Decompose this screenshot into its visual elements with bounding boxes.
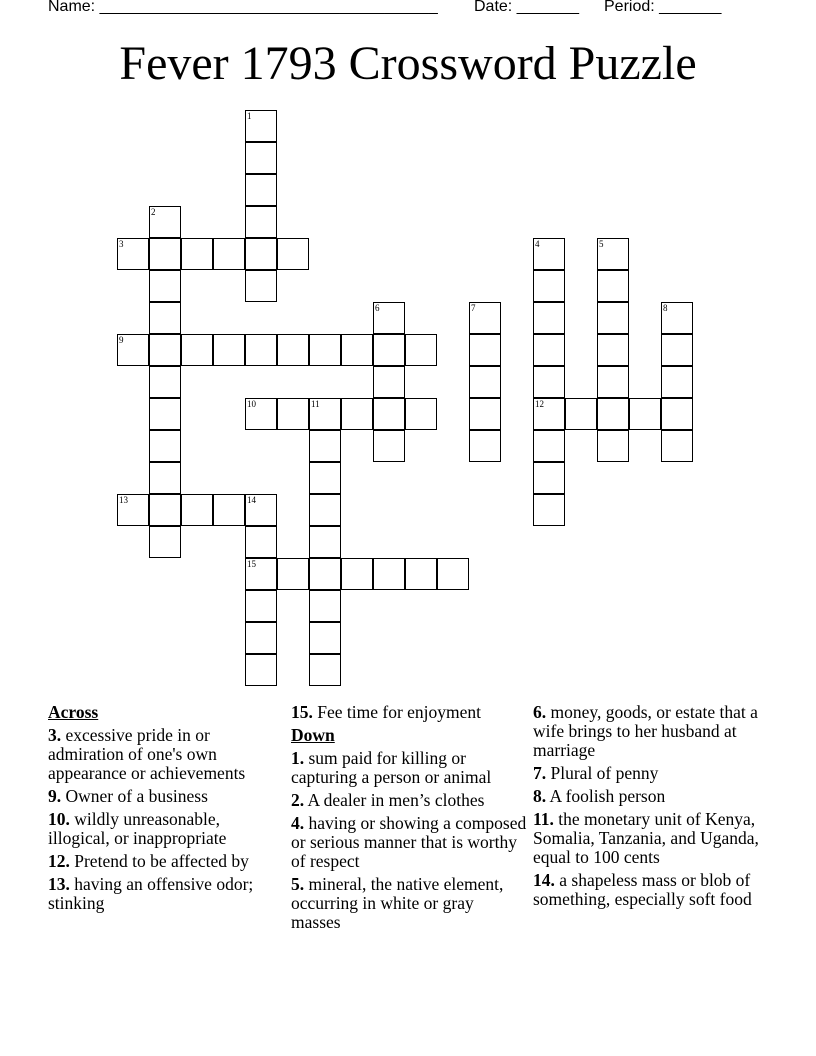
crossword-cell[interactable] xyxy=(149,366,181,398)
down-heading: Down xyxy=(291,725,335,745)
cell-number: 10 xyxy=(247,399,256,409)
cell-number: 12 xyxy=(535,399,544,409)
cell-number: 1 xyxy=(247,111,252,121)
crossword-cell[interactable] xyxy=(533,366,565,398)
crossword-cell[interactable] xyxy=(245,526,277,558)
crossword-cell[interactable] xyxy=(309,334,341,366)
clue-down-5: 5. mineral, the native element, occurring in white or gray masses xyxy=(291,874,504,932)
crossword-cell[interactable] xyxy=(213,494,245,526)
crossword-cell[interactable] xyxy=(469,334,501,366)
cell-number: 15 xyxy=(247,559,256,569)
crossword-cell[interactable] xyxy=(597,334,629,366)
crossword-cell[interactable] xyxy=(533,238,565,270)
cell-number: 6 xyxy=(375,303,380,313)
clues-column-1 xyxy=(48,703,280,917)
crossword-cell[interactable] xyxy=(437,558,469,590)
crossword-cell[interactable] xyxy=(341,334,373,366)
crossword-cell[interactable] xyxy=(245,398,277,430)
crossword-cell[interactable] xyxy=(597,238,629,270)
crossword-cell[interactable] xyxy=(213,334,245,366)
crossword-cell[interactable] xyxy=(309,622,341,654)
crossword-cell[interactable] xyxy=(149,398,181,430)
crossword-cell[interactable] xyxy=(469,398,501,430)
crossword-cell[interactable] xyxy=(149,270,181,302)
cell-number: 9 xyxy=(119,335,124,345)
crossword-cell[interactable] xyxy=(245,142,277,174)
clue-down-2: 2. A dealer in men’s clothes xyxy=(291,790,485,810)
crossword-cell[interactable] xyxy=(149,302,181,334)
crossword-cell[interactable] xyxy=(277,238,309,270)
crossword-cell[interactable] xyxy=(309,430,341,462)
crossword-cell[interactable] xyxy=(309,526,341,558)
clue-down-14: 14. a shapeless mass or blob of something, especially soft food xyxy=(533,870,752,909)
clue-down-1: 1. sum paid for killing or capturing a person or animal xyxy=(291,748,492,787)
crossword-cell[interactable] xyxy=(213,238,245,270)
crossword-cell[interactable] xyxy=(373,558,405,590)
crossword-cell[interactable] xyxy=(245,270,277,302)
crossword-cell[interactable] xyxy=(533,430,565,462)
crossword-cell[interactable] xyxy=(533,334,565,366)
crossword-cell[interactable] xyxy=(405,558,437,590)
crossword-cell[interactable] xyxy=(533,462,565,494)
crossword-cell[interactable] xyxy=(469,430,501,462)
crossword-cell[interactable] xyxy=(309,462,341,494)
crossword-cell[interactable] xyxy=(245,334,277,366)
crossword-cell[interactable] xyxy=(245,558,277,590)
crossword-cell[interactable] xyxy=(309,590,341,622)
crossword-cell[interactable] xyxy=(373,398,405,430)
crossword-cell[interactable] xyxy=(373,430,405,462)
crossword-cell[interactable] xyxy=(245,622,277,654)
clue-down-7: 7. Plural of penny xyxy=(533,763,659,783)
period-field[interactable]: Period: _______ xyxy=(604,0,722,15)
crossword-cell[interactable] xyxy=(341,398,373,430)
crossword-cell[interactable] xyxy=(597,366,629,398)
crossword-cell[interactable] xyxy=(661,334,693,366)
clue-down-8: 8. A foolish person xyxy=(533,786,666,806)
crossword-cell[interactable] xyxy=(373,366,405,398)
cell-number: 3 xyxy=(119,239,124,249)
crossword-cell[interactable] xyxy=(245,110,277,142)
cell-number: 8 xyxy=(663,303,668,313)
clues-column-3 xyxy=(533,703,773,913)
crossword-cell[interactable] xyxy=(661,302,693,334)
crossword-cell[interactable] xyxy=(117,334,149,366)
cell-number: 14 xyxy=(247,495,256,505)
crossword-cell[interactable] xyxy=(149,430,181,462)
crossword-cell[interactable] xyxy=(245,206,277,238)
crossword-cell[interactable] xyxy=(597,398,629,430)
crossword-cell[interactable] xyxy=(533,494,565,526)
clue-down-6: 6. money, goods, or estate that a wife brings to her husband at marriage xyxy=(533,702,758,760)
crossword-cell[interactable] xyxy=(597,270,629,302)
cell-number: 4 xyxy=(535,239,540,249)
clue-across-15: 15. Fee time for enjoyment xyxy=(291,702,482,722)
crossword-cell[interactable] xyxy=(309,558,341,590)
crossword-cell[interactable] xyxy=(597,430,629,462)
clue-across-12: 12. Pretend to be affected by xyxy=(48,851,249,871)
crossword-cell[interactable] xyxy=(181,494,213,526)
crossword-cell[interactable] xyxy=(149,334,181,366)
crossword-cell[interactable] xyxy=(661,430,693,462)
crossword-cell[interactable] xyxy=(373,302,405,334)
crossword-cell[interactable] xyxy=(469,366,501,398)
crossword-cell[interactable] xyxy=(245,174,277,206)
crossword-cell[interactable] xyxy=(469,302,501,334)
page-title: Fever 1793 Crossword Puzzle xyxy=(119,37,697,90)
name-field[interactable]: Name: ______________________________________ xyxy=(48,0,438,15)
crossword-cell[interactable] xyxy=(277,558,309,590)
crossword-cell[interactable] xyxy=(309,398,341,430)
crossword-cell[interactable] xyxy=(533,270,565,302)
cell-number: 13 xyxy=(119,495,128,505)
clue-across-3: 3. excessive pride in or admiration of one's own appearance or achievements xyxy=(48,725,246,783)
crossword-cell[interactable] xyxy=(277,334,309,366)
crossword-cell[interactable] xyxy=(533,302,565,334)
cell-number: 11 xyxy=(311,399,320,409)
crossword-cell[interactable] xyxy=(117,494,149,526)
cell-number: 2 xyxy=(151,207,156,217)
cell-number: 5 xyxy=(599,239,604,249)
date-field[interactable]: Date: _______ xyxy=(474,0,579,15)
crossword-cell[interactable] xyxy=(149,462,181,494)
crossword-cell[interactable] xyxy=(405,398,437,430)
clue-across-13: 13. having an offensive odor; stinking xyxy=(48,874,254,913)
cell-number: 7 xyxy=(471,303,476,313)
crossword-cell[interactable] xyxy=(309,494,341,526)
crossword-cell[interactable] xyxy=(245,238,277,270)
crossword-cell[interactable] xyxy=(149,526,181,558)
crossword-cell[interactable] xyxy=(533,398,565,430)
crossword-cell[interactable] xyxy=(149,206,181,238)
crossword-cell[interactable] xyxy=(373,334,405,366)
crossword-cell[interactable] xyxy=(181,334,213,366)
crossword-cell[interactable] xyxy=(149,494,181,526)
crossword-cell[interactable] xyxy=(245,654,277,686)
crossword-cell[interactable] xyxy=(661,366,693,398)
crossword-cell[interactable] xyxy=(661,398,693,430)
crossword-cell[interactable] xyxy=(341,558,373,590)
crossword-cell[interactable] xyxy=(405,334,437,366)
across-heading: Across xyxy=(48,702,99,722)
crossword-cell[interactable] xyxy=(117,238,149,270)
crossword-cell[interactable] xyxy=(597,302,629,334)
crossword-cell[interactable] xyxy=(565,398,597,430)
crossword-cell[interactable] xyxy=(629,398,661,430)
clue-across-10: 10. wildly unreasonable, illogical, or inappropriate xyxy=(48,809,227,848)
clue-down-11: 11. the monetary unit of Kenya, Somalia, Tanzania, and Uganda, equal to 100 cents xyxy=(533,809,759,867)
clue-down-4: 4. having or showing a composed or serious manner that is worthy of respect xyxy=(291,813,527,871)
crossword-cell[interactable] xyxy=(245,590,277,622)
crossword-cell[interactable] xyxy=(149,238,181,270)
crossword-cell[interactable] xyxy=(309,654,341,686)
crossword-cell[interactable] xyxy=(277,398,309,430)
clue-across-9: 9. Owner of a business xyxy=(48,786,208,806)
clues-column-2 xyxy=(291,703,527,936)
crossword-cell[interactable] xyxy=(181,238,213,270)
crossword-cell[interactable] xyxy=(245,494,277,526)
